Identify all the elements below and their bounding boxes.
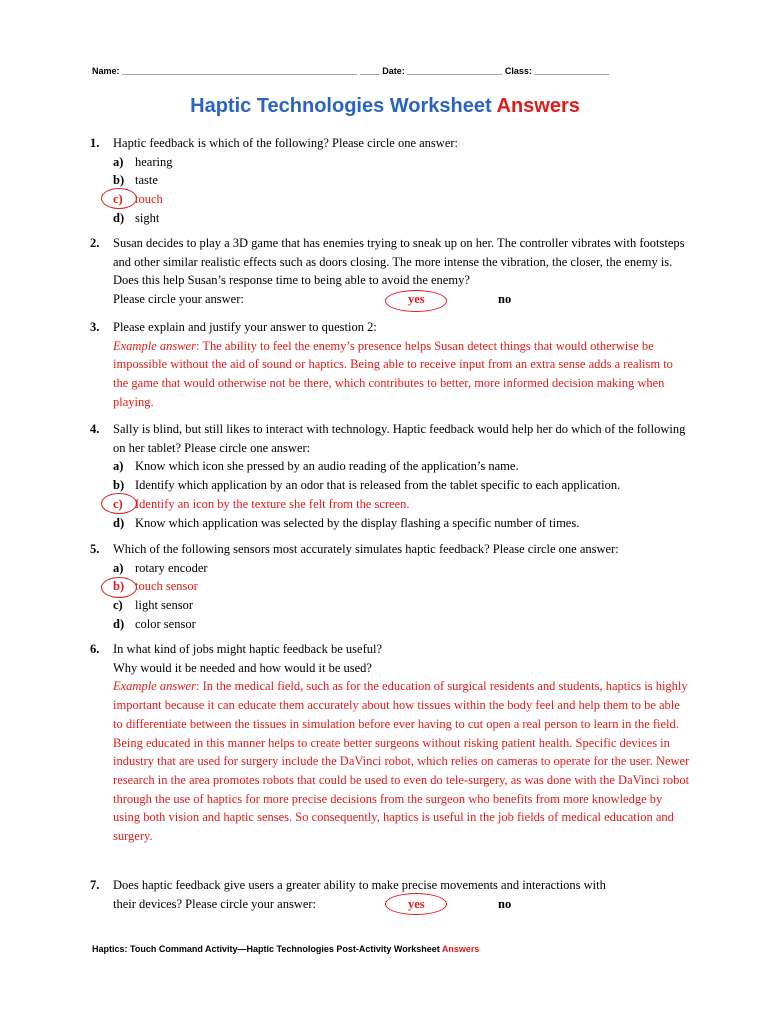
- answer-yes: yes: [408, 896, 425, 911]
- question-number: 6.: [90, 642, 100, 656]
- option-d: d) color sensor: [113, 616, 196, 631]
- question-text: Does haptic feedback give users a greater ability to make precise movements and interactions with: [113, 878, 606, 892]
- title-main: Haptic Technologies Worksheet: [190, 95, 492, 117]
- question-number: 5.: [90, 542, 100, 556]
- option-b: b) taste: [113, 173, 158, 188]
- footer-main: Haptics: Touch Command Activity—Haptic Technologies Post-Activity Worksheet: [92, 944, 440, 954]
- question-text: Please explain and justify your answer to question 2:: [113, 320, 377, 334]
- answer-prompt: Please circle your answer:: [113, 292, 244, 307]
- footer-answers: Answers: [441, 944, 480, 954]
- question-number: 3.: [90, 320, 100, 334]
- question-4: [90, 420, 690, 532]
- question-text: Which of the following sensors most accurately simulates haptic feedback? Please circle one answer:: [113, 542, 619, 556]
- answer-no: no: [498, 896, 512, 911]
- question-number: 7.: [90, 878, 100, 892]
- option-a: a) rotary encoder: [113, 560, 208, 575]
- option-c-correct: c) touch: [113, 192, 163, 207]
- option-b: b) Identify which application by an odor that is released from the tablet specific to each application.: [113, 478, 621, 493]
- option-a: a) Know which icon she pressed by an audio reading of the application’s name.: [113, 459, 519, 474]
- page-title: [0, 95, 770, 118]
- option-c-correct: c) Identify an icon by the texture she felt from the screen.: [113, 496, 410, 511]
- answer-circle: [385, 290, 447, 312]
- answer-no: no: [498, 292, 512, 307]
- option-d: d) sight: [113, 210, 160, 225]
- answer-circle: [101, 577, 137, 598]
- question-number: 4.: [90, 422, 100, 436]
- option-d: d) Know which application was selected by the display flashing a specific number of times.: [113, 515, 580, 530]
- answer-yes: yes: [408, 292, 425, 307]
- name-date-class-line: Name: _______________________________________________ ____ Date: ___________________ Class: _______________: [92, 66, 610, 76]
- question-1: [90, 134, 690, 228]
- question-text: Haptic feedback is which of the following? Please circle one answer:: [113, 136, 459, 150]
- question-text-line2: Why would it be needed and how would it be used?: [113, 660, 372, 675]
- option-b-correct: b) touch sensor: [113, 579, 198, 594]
- question-3: [90, 318, 690, 412]
- question-text: Susan decides to play a 3D game that has enemies trying to sneak up on her. The controller vibrates with footsteps and other similar realistic effects such as doors closing. The more intense the vibration, the closer, the enemy is. Does this help Susan’s response time to being able to avoid the enemy?: [113, 236, 685, 288]
- example-answer: Example answer: In the medical field, such as for the education of surgical residents and students, haptics is highly important because it can educate them accurately about how tissues within the body feel and help them to be able to differentiate between the tissues in simulation before ever having to cut open a real person to learn in the field. Being educated in this manner helps to create better surgeons without risking patient health. Specific devices in industry that are used for surgery include the DaVinci robot, which relies on cameras to operate for the user. Newer research in the area promotes robots that could be used to even do tele-surgery, as was done with the DaVinci robot through the use of haptics for more precise decisions from the surgeon who benefits from more knowledge by using both vision and haptic senses. So consequently, haptics is useful in the job fields of medical education and surgery.: [113, 679, 690, 844]
- question-5: [90, 540, 690, 634]
- answer-circle: [385, 893, 447, 915]
- question-6: [90, 640, 690, 846]
- answer-prompt: their devices? Please circle your answer:: [113, 896, 317, 911]
- answer-circle: [101, 493, 137, 514]
- example-answer: Example answer: The ability to feel the enemy’s presence helps Susan detect things that would otherwise be impossible without the aid of sound or haptics. Being able to receive input from an extra sense adds a realism to the game that would otherwise not be there, which contributes to better, more informed decision making when playing.: [113, 338, 673, 409]
- title-answers: Answers: [496, 95, 580, 117]
- answer-circle: [101, 188, 137, 209]
- question-number: 1.: [90, 136, 100, 150]
- question-text-line1: In what kind of jobs might haptic feedback be useful?: [113, 642, 383, 656]
- question-text: Sally is blind, but still likes to interact with technology. Haptic feedback would help her do which of the following on her tablet? Please circle one answer:: [113, 422, 686, 455]
- option-a: a) hearing: [113, 154, 173, 169]
- question-number: 2.: [90, 236, 100, 250]
- page-footer: [92, 944, 479, 954]
- option-c: c) light sensor: [113, 598, 193, 613]
